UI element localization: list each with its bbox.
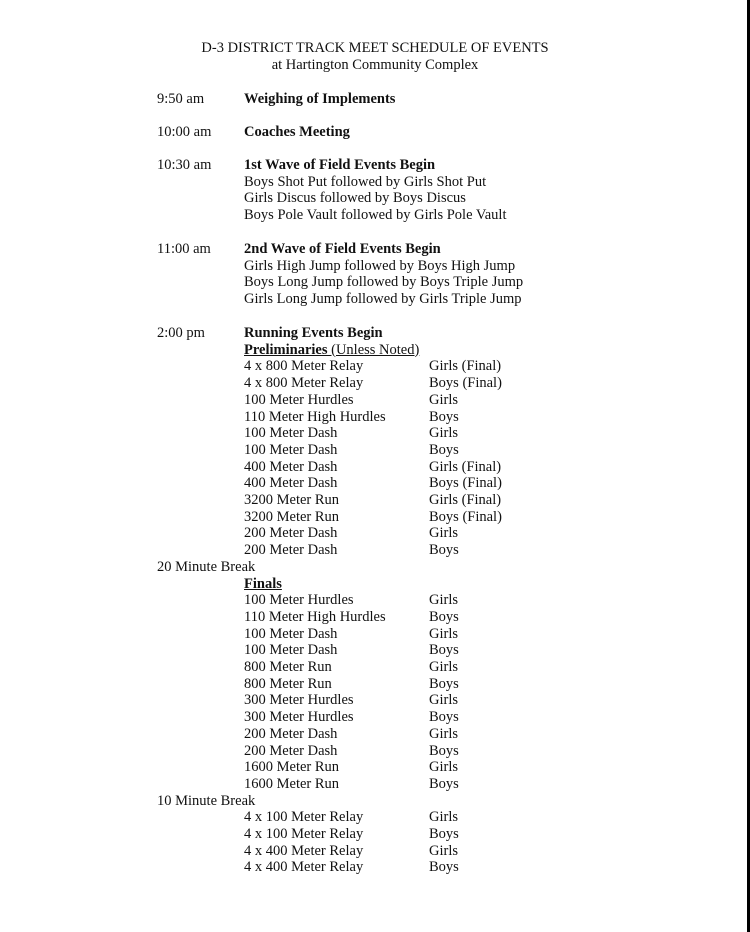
event-group: Boys (Final) [429, 475, 502, 492]
event-group: Boys [429, 441, 459, 458]
event-group: Girls [429, 625, 458, 642]
event-group: Girls [429, 759, 458, 776]
break-label: 10 Minute Break [157, 792, 256, 809]
event-group: Boys [429, 742, 459, 759]
event-name: 200 Meter Dash [244, 542, 338, 559]
block-heading: Weighing of Implements [244, 91, 396, 107]
event-name: 3200 Meter Run [244, 508, 340, 525]
event-name: 200 Meter Dash [244, 725, 338, 742]
event-name: 300 Meter Hurdles [244, 709, 354, 726]
event-name: 1600 Meter Run [244, 759, 340, 776]
block-heading: 2nd Wave of Field Events Begin [244, 241, 441, 257]
event-group: Boys [429, 408, 459, 425]
event-name: 4 x 400 Meter Relay [244, 842, 364, 859]
block-line: Girls Discus followed by Boys Discus [244, 190, 466, 207]
event-group: Girls [429, 425, 458, 442]
block-line: Girls High Jump followed by Boys High Jump [244, 257, 516, 274]
event-name: 100 Meter Dash [244, 642, 338, 659]
event-group: Boys [429, 675, 459, 692]
event-name: 400 Meter Dash [244, 475, 338, 492]
event-group: Boys [429, 859, 459, 876]
block-time: 11:00 am [157, 241, 211, 257]
event-group: Boys [429, 542, 459, 559]
event-group: Girls [429, 592, 458, 609]
event-name: 100 Meter Hurdles [244, 592, 354, 609]
block-line: Boys Shot Put followed by Girls Shot Put [244, 173, 487, 190]
event-group: Boys [429, 608, 459, 625]
event-name: 4 x 800 Meter Relay [244, 358, 364, 375]
event-name: 4 x 100 Meter Relay [244, 826, 364, 842]
block-line: Boys Pole Vault followed by Girls Pole Vault [244, 207, 507, 224]
block-line: Girls Long Jump followed by Girls Triple Jump [244, 291, 522, 308]
preliminaries-label: Preliminaries [244, 341, 328, 358]
page-subtitle: at Hartington Community Complex [271, 57, 479, 73]
event-name: 110 Meter High Hurdles [244, 408, 386, 425]
event-name: 3200 Meter Run [244, 492, 340, 508]
event-name: 800 Meter Run [244, 675, 332, 692]
event-name: 4 x 400 Meter Relay [244, 859, 364, 876]
block-time: 9:50 am [157, 91, 205, 107]
block-time: 2:00 pm [157, 325, 205, 341]
event-group: Boys (Final) [429, 508, 502, 525]
event-group: Girls [429, 725, 458, 742]
event-group: Boys [429, 826, 459, 842]
event-name: 100 Meter Hurdles [244, 391, 354, 408]
event-name: 200 Meter Dash [244, 525, 338, 542]
event-name: 400 Meter Dash [244, 458, 338, 475]
event-group: Girls [429, 525, 458, 542]
event-name: 300 Meter Hurdles [244, 692, 354, 709]
event-name: 110 Meter High Hurdles [244, 608, 386, 625]
event-group: Girls [429, 809, 458, 826]
event-group: Girls [429, 659, 458, 675]
event-group: Boys [429, 709, 459, 726]
event-group: Boys [429, 775, 459, 792]
preliminaries-note: (Unless Noted) [327, 341, 420, 358]
event-group: Girls [429, 692, 458, 709]
block-time: 10:30 am [157, 157, 212, 173]
event-group: Boys (Final) [429, 375, 502, 392]
event-group: Girls (Final) [429, 458, 502, 475]
event-group: Girls (Final) [429, 358, 502, 375]
event-name: 1600 Meter Run [244, 775, 340, 792]
event-name: 100 Meter Dash [244, 625, 338, 642]
event-name: 100 Meter Dash [244, 425, 338, 442]
break-label: 20 Minute Break [157, 558, 256, 575]
block-heading: Running Events Begin [244, 325, 383, 341]
page-title: D-3 DISTRICT TRACK MEET SCHEDULE OF EVENTS [201, 40, 549, 56]
block-heading: 1st Wave of Field Events Begin [244, 157, 436, 173]
event-group: Boys [429, 642, 459, 659]
event-group: Girls (Final) [429, 492, 502, 508]
event-name: 4 x 800 Meter Relay [244, 375, 364, 392]
event-name: 4 x 100 Meter Relay [244, 809, 364, 826]
block-time: 10:00 am [157, 124, 212, 140]
event-name: 100 Meter Dash [244, 441, 338, 458]
event-name: 800 Meter Run [244, 659, 332, 675]
block-line: Boys Long Jump followed by Boys Triple Jump [244, 274, 524, 291]
event-group: Girls [429, 842, 458, 859]
preliminaries-header [244, 342, 419, 359]
event-group: Girls [429, 391, 458, 408]
finals-header: Finals [244, 575, 282, 592]
block-heading: Coaches Meeting [244, 124, 350, 140]
event-name: 200 Meter Dash [244, 742, 338, 759]
